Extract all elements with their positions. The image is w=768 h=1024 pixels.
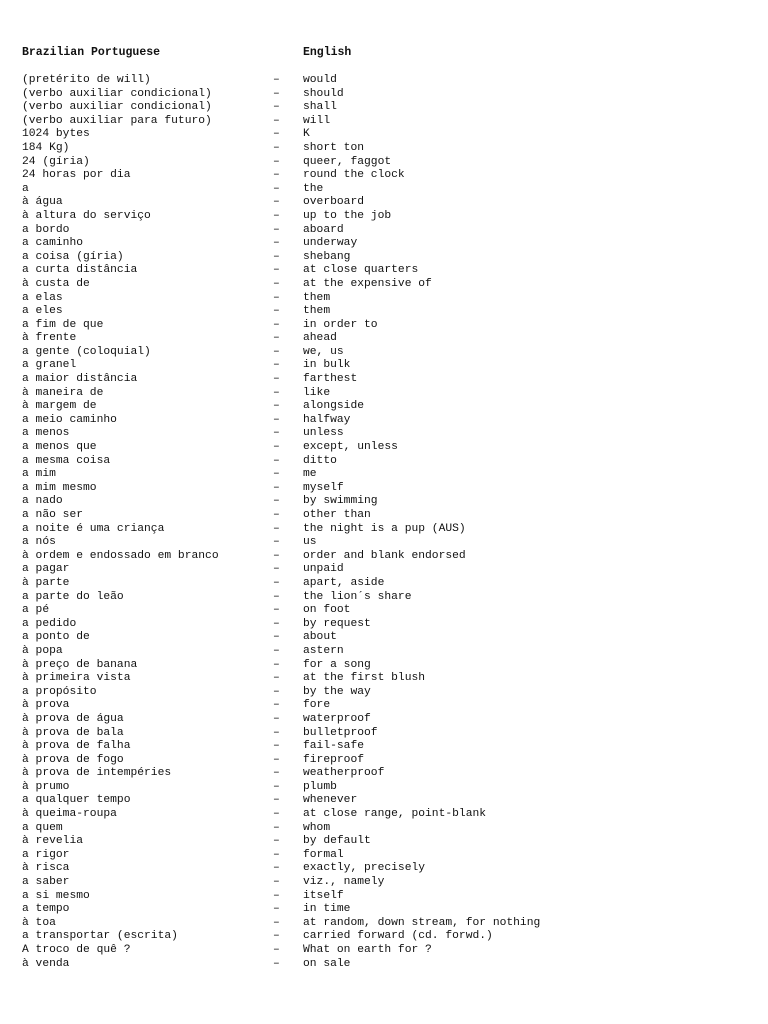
entry-separator: – [273,413,280,426]
portuguese-term: a menos [22,427,70,440]
entry-separator: – [273,576,280,589]
english-term: farthest [303,373,358,386]
target-language-header: English [303,46,352,59]
english-term: K [303,128,310,141]
portuguese-term: a pagar [22,563,70,576]
glossary-entry [0,115,768,129]
glossary-entry [0,359,768,373]
glossary-entry [0,958,768,972]
english-term: ditto [303,454,337,467]
english-term: bulletproof [303,726,378,739]
glossary-entry [0,414,768,428]
entry-separator: – [273,903,280,916]
glossary-entry [0,930,768,944]
portuguese-term: (pretérito de will) [22,74,151,86]
portuguese-term: a menos que [22,441,97,454]
english-term: alongside [303,400,365,413]
glossary-entry [0,944,768,958]
english-term: short ton [303,141,365,154]
portuguese-term: a mim mesmo [22,481,97,494]
portuguese-term: 184 Kg) [22,141,70,154]
entry-separator: – [273,495,280,508]
entry-separator: – [273,549,280,562]
portuguese-term: (verbo auxiliar para futuro) [22,114,212,127]
portuguese-term: a pé [22,604,50,617]
english-term: about [303,631,337,644]
portuguese-term: à toa [22,916,56,929]
english-term: fireproof [303,753,365,766]
entry-separator: – [273,780,280,793]
glossary-entry [0,346,768,360]
entry-separator: – [273,291,280,304]
glossary-entry [0,156,768,170]
entry-separator: – [273,794,280,807]
entry-separator: – [273,699,280,712]
portuguese-term: a bordo [22,223,70,236]
entry-separator: – [273,957,280,970]
glossary-entry [0,509,768,523]
portuguese-term: a rigor [22,848,70,861]
portuguese-term: a nós [22,536,56,549]
glossary-list [0,74,768,971]
portuguese-term: a caminho [22,237,84,250]
entry-separator: – [273,481,280,494]
english-term: would [303,74,337,86]
portuguese-term: à revelia [22,835,84,848]
english-term: formal [303,848,344,861]
english-term: myself [303,481,344,494]
portuguese-term: a tempo [22,903,70,916]
glossary-entry [0,224,768,238]
portuguese-term: à margem de [22,400,97,413]
portuguese-term: à prova de fogo [22,753,124,766]
english-term: viz., namely [303,876,385,889]
entry-separator: – [273,237,280,250]
entry-separator: – [273,359,280,372]
english-term: by swimming [303,495,378,508]
entry-separator: – [273,563,280,576]
portuguese-term: a maior distância [22,373,138,386]
english-term: order and blank endorsed [303,549,466,562]
entry-separator: – [273,753,280,766]
portuguese-term: à custa de [22,277,90,290]
entry-separator: – [273,876,280,889]
english-term: apart, aside [303,576,385,589]
english-term: at random, down stream, for nothing [303,916,541,929]
portuguese-term: a propósito [22,685,97,698]
portuguese-term: 24 (gíria) [22,155,90,168]
portuguese-term: A troco de quê ? [22,944,131,956]
english-term: at the first blush [303,672,426,685]
glossary-entry [0,169,768,183]
portuguese-term: à risca [22,862,70,875]
english-term: at close quarters [303,264,419,277]
glossary-entry [0,319,768,333]
entry-separator: – [273,454,280,467]
english-term: exactly, precisely [303,862,426,875]
source-language-header: Brazilian Portuguese [22,46,161,59]
glossary-entry [0,699,768,713]
glossary-entry [0,903,768,917]
glossary-entry [0,495,768,509]
entry-separator: – [273,169,280,182]
entry-separator: – [273,182,280,195]
entry-separator: – [273,128,280,141]
english-term: we, us [303,345,344,358]
english-term: other than [303,509,371,521]
glossary-entry [0,305,768,319]
english-term: should [303,87,344,100]
english-term: for a song [303,658,371,671]
portuguese-term: a ponto de [22,631,90,644]
entry-separator: – [273,318,280,331]
portuguese-term: à altura do serviço [22,209,151,222]
glossary-entry [0,822,768,836]
english-term: on foot [303,604,351,617]
portuguese-term: a qualquer tempo [22,794,131,807]
english-term: fail-safe [303,740,365,753]
entry-separator: – [273,345,280,358]
glossary-entry [0,74,768,88]
entry-separator: – [273,835,280,848]
english-term: underway [303,237,358,250]
entry-separator: – [273,400,280,413]
glossary-entry [0,292,768,306]
entry-separator: – [273,862,280,875]
english-term: queer, faggot [303,155,392,168]
glossary-entry [0,196,768,210]
portuguese-term: a transportar (escrita) [22,930,178,943]
entry-separator: – [273,427,280,440]
entry-separator: – [273,685,280,698]
entry-separator: – [273,277,280,290]
glossary-entry [0,455,768,469]
glossary-entry [0,577,768,591]
english-term: the lion´s share [303,590,412,603]
english-term: astern [303,644,344,657]
english-term: shall [303,101,337,114]
glossary-entry [0,251,768,265]
glossary-entry [0,523,768,537]
glossary-entry [0,862,768,876]
english-term: by the way [303,685,371,698]
english-term: halfway [303,413,351,426]
portuguese-term: à venda [22,957,70,970]
portuguese-term: a fim de que [22,318,104,331]
english-term: in time [303,903,351,916]
english-term: fore [303,699,331,712]
entry-separator: – [273,726,280,739]
portuguese-term: 1024 bytes [22,128,90,141]
english-term: will [303,114,331,127]
entry-separator: – [273,740,280,753]
entry-separator: – [273,141,280,154]
entry-separator: – [273,590,280,603]
entry-separator: – [273,767,280,780]
portuguese-term: a parte do leão [22,590,124,603]
entry-separator: – [273,821,280,834]
english-term: whom [303,821,331,834]
glossary-entry [0,917,768,931]
entry-separator: – [273,509,280,521]
glossary-entry [0,563,768,577]
english-term: like [303,386,331,399]
portuguese-term: à prova de falha [22,740,131,753]
portuguese-term: a saber [22,876,70,889]
glossary-entry [0,88,768,102]
english-term: by default [303,835,371,848]
english-term: round the clock [303,169,405,182]
entry-separator: – [273,468,280,481]
portuguese-term: à água [22,196,63,209]
english-term: itself [303,889,344,902]
glossary-entry [0,482,768,496]
entry-separator: – [273,522,280,535]
portuguese-term: à prova de bala [22,726,124,739]
portuguese-term: a mesma coisa [22,454,111,467]
portuguese-term: à prova [22,699,70,712]
portuguese-term: a elas [22,291,63,304]
glossary-entry [0,890,768,904]
english-term: them [303,305,331,318]
portuguese-term: à prova de água [22,712,124,725]
portuguese-term: à frente [22,332,77,345]
english-term: shebang [303,250,351,263]
portuguese-term: a nado [22,495,63,508]
english-term: unless [303,427,344,440]
portuguese-term: à ordem e endossado em branco [22,549,219,562]
entry-separator: – [273,672,280,685]
portuguese-term: à maneira de [22,386,104,399]
glossary-entry [0,740,768,754]
english-term: unpaid [303,563,344,576]
entry-separator: – [273,441,280,454]
glossary-entry [0,781,768,795]
glossary-entry [0,142,768,156]
english-term: on sale [303,957,351,970]
entry-separator: – [273,944,280,956]
glossary-entry [0,686,768,700]
entry-separator: – [273,250,280,263]
english-term: overboard [303,196,365,209]
glossary-entry [0,210,768,224]
glossary-entry [0,876,768,890]
entry-separator: – [273,386,280,399]
glossary-entry [0,727,768,741]
portuguese-term: a si mesmo [22,889,90,902]
entry-separator: – [273,373,280,386]
portuguese-term: à preço de banana [22,658,138,671]
portuguese-term: à primeira vista [22,672,131,685]
portuguese-term: a granel [22,359,77,372]
entry-separator: – [273,916,280,929]
english-term: except, unless [303,441,398,454]
entry-separator: – [273,617,280,630]
glossary-entry [0,128,768,142]
english-term: whenever [303,794,358,807]
english-term: plumb [303,780,337,793]
portuguese-term: a meio caminho [22,413,117,426]
glossary-entry [0,536,768,550]
glossary-entry [0,373,768,387]
glossary-entry [0,332,768,346]
portuguese-term: a noite é uma criança [22,522,165,535]
english-term: me [303,468,317,481]
glossary-entry [0,468,768,482]
english-term: the [303,182,324,195]
english-term: at close range, point-blank [303,808,487,821]
english-term: at the expensive of [303,277,432,290]
entry-separator: – [273,536,280,549]
entry-separator: – [273,604,280,617]
glossary-entry [0,604,768,618]
portuguese-term: a gente (coloquial) [22,345,151,358]
portuguese-term: a curta distância [22,264,138,277]
entry-separator: – [273,155,280,168]
glossary-entry [0,387,768,401]
entry-separator: – [273,87,280,100]
glossary-entry [0,754,768,768]
entry-separator: – [273,644,280,657]
portuguese-term: à prova de intempéries [22,767,172,780]
entry-separator: – [273,631,280,644]
entry-separator: – [273,930,280,943]
portuguese-term: à prumo [22,780,70,793]
glossary-entry [0,427,768,441]
entry-separator: – [273,889,280,902]
entry-separator: – [273,305,280,318]
english-term: by request [303,617,371,630]
english-term: ahead [303,332,337,345]
english-term: carried forward (cd. forwd.) [303,930,493,943]
entry-separator: – [273,114,280,127]
portuguese-term: (verbo auxiliar condicional) [22,87,212,100]
entry-separator: – [273,808,280,821]
glossary-entry [0,767,768,781]
entry-separator: – [273,712,280,725]
portuguese-term: a quem [22,821,63,834]
english-term: the night is a pup (AUS) [303,522,466,535]
english-term: up to the job [303,209,392,222]
glossary-entry [0,101,768,115]
glossary-entry [0,441,768,455]
portuguese-term: a eles [22,305,63,318]
glossary-entry [0,672,768,686]
portuguese-term: a [22,182,29,195]
english-term: in order to [303,318,378,331]
english-term: What on earth for ? [303,944,432,956]
glossary-entry [0,618,768,632]
entry-separator: – [273,209,280,222]
portuguese-term: 24 horas por dia [22,169,131,182]
entry-separator: – [273,658,280,671]
portuguese-term: à parte [22,576,70,589]
glossary-entry [0,835,768,849]
glossary-entry [0,264,768,278]
glossary-entry [0,278,768,292]
glossary-entry [0,659,768,673]
portuguese-term: à queima-roupa [22,808,117,821]
glossary-entry [0,849,768,863]
glossary-entry [0,631,768,645]
glossary-entry [0,591,768,605]
english-term: aboard [303,223,344,236]
entry-separator: – [273,196,280,209]
portuguese-term: à popa [22,644,63,657]
glossary-entry [0,237,768,251]
entry-separator: – [273,223,280,236]
entry-separator: – [273,332,280,345]
portuguese-term: (verbo auxiliar condicional) [22,101,212,114]
glossary-entry [0,808,768,822]
glossary-entry [0,794,768,808]
portuguese-term: a não ser [22,509,84,521]
english-term: in bulk [303,359,351,372]
glossary-entry [0,183,768,197]
glossary-entry [0,645,768,659]
english-term: them [303,291,331,304]
glossary-entry [0,550,768,564]
portuguese-term: a mim [22,468,56,481]
english-term: weatherproof [303,767,385,780]
english-term: us [303,536,317,549]
english-term: waterproof [303,712,371,725]
glossary-entry [0,713,768,727]
glossary-entry [0,400,768,414]
column-header [0,45,768,61]
entry-separator: – [273,264,280,277]
portuguese-term: a pedido [22,617,77,630]
entry-separator: – [273,101,280,114]
entry-separator: – [273,848,280,861]
entry-separator: – [273,74,280,86]
portuguese-term: a coisa (gíria) [22,250,124,263]
